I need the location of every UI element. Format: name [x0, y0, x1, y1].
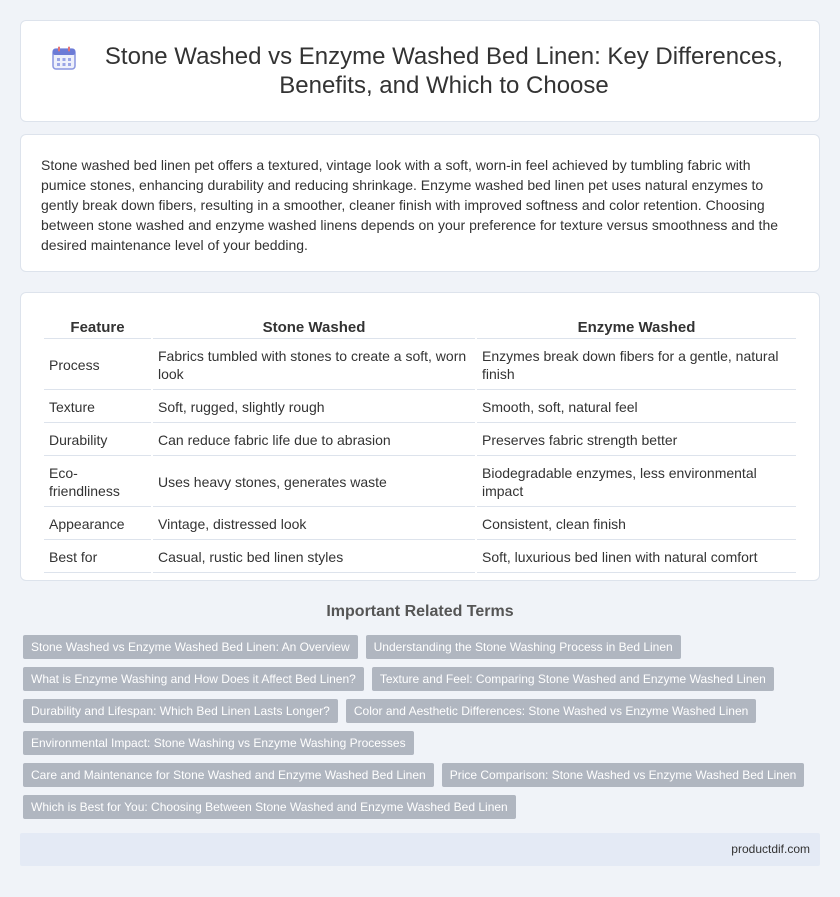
related-terms-list [23, 635, 803, 827]
header-stone-washed: Stone Washed [153, 313, 475, 339]
cell-enzyme: Soft, luxurious bed linen with natural comfort [477, 542, 796, 573]
comparison-table-card [20, 292, 820, 581]
footer-site-name: productdif.com [731, 842, 810, 856]
related-terms-title: Important Related Terms [326, 603, 514, 620]
page-title: Stone Washed vs Enzyme Washed Bed Linen: Key Differences, Benefits, and Which to Choose [104, 43, 784, 99]
tag-row [23, 763, 803, 787]
header-enzyme-washed: Enzyme Washed [477, 313, 796, 339]
tag-row [23, 731, 803, 755]
footer [20, 833, 820, 866]
cell-stone: Vintage, distressed look [153, 509, 475, 540]
table-row [44, 341, 796, 390]
comparison-table [42, 311, 798, 575]
tag-row [23, 635, 803, 659]
cell-stone: Fabrics tumbled with stones to create a soft, worn look [153, 341, 475, 390]
cell-stone: Casual, rustic bed linen styles [153, 542, 475, 573]
header-card [20, 20, 820, 122]
cell-enzyme: Consistent, clean finish [477, 509, 796, 540]
cell-stone: Uses heavy stones, generates waste [153, 458, 475, 507]
related-term-link[interactable]: Texture and Feel: Comparing Stone Washed and Enzyme Washed Linen [372, 667, 774, 691]
header-feature: Feature [44, 313, 151, 339]
cell-feature: Eco-friendliness [44, 458, 151, 507]
related-term-link[interactable]: Environmental Impact: Stone Washing vs Enzyme Washing Processes [23, 731, 414, 755]
table-header-row [44, 313, 796, 339]
table-row [44, 542, 796, 573]
calendar-icon [51, 45, 77, 71]
related-term-link[interactable]: Stone Washed vs Enzyme Washed Bed Linen: An Overview [23, 635, 358, 659]
related-term-link[interactable]: What is Enzyme Washing and How Does it Affect Bed Linen? [23, 667, 364, 691]
cell-feature: Best for [44, 542, 151, 573]
cell-feature: Process [44, 341, 151, 390]
related-term-link[interactable]: Price Comparison: Stone Washed vs Enzyme Washed Bed Linen [442, 763, 805, 787]
tag-row [23, 795, 803, 819]
cell-feature: Appearance [44, 509, 151, 540]
table-row [44, 392, 796, 423]
related-term-link[interactable]: Color and Aesthetic Differences: Stone Washed vs Enzyme Washed Linen [346, 699, 756, 723]
cell-enzyme: Enzymes break down fibers for a gentle, natural finish [477, 341, 796, 390]
related-term-link[interactable]: Durability and Lifespan: Which Bed Linen Lasts Longer? [23, 699, 338, 723]
tag-row [23, 699, 803, 723]
related-term-link[interactable]: Care and Maintenance for Stone Washed and Enzyme Washed Bed Linen [23, 763, 434, 787]
intro-card [20, 134, 820, 272]
cell-stone: Can reduce fabric life due to abrasion [153, 425, 475, 456]
intro-paragraph: Stone washed bed linen pet offers a textured, vintage look with a soft, worn-in feel achieved by tumbling fabric with pumice stones, enhancing durability and reducing shrinkage. Enzyme washed bed linen pet uses natural enzymes to gently break down fibers, resulting in a smoother, cleaner finish with improved softness and color retention. Choosing between stone washed and enzyme washed linens depends on your preference for texture versus smoothness and the desired maintenance level of your bedding. [41, 157, 779, 253]
cell-enzyme: Smooth, soft, natural feel [477, 392, 796, 423]
related-term-link[interactable]: Understanding the Stone Washing Process in Bed Linen [366, 635, 681, 659]
table-row [44, 425, 796, 456]
cell-stone: Soft, rugged, slightly rough [153, 392, 475, 423]
table-row [44, 458, 796, 507]
cell-feature: Durability [44, 425, 151, 456]
related-term-link[interactable]: Which is Best for You: Choosing Between Stone Washed and Enzyme Washed Bed Linen [23, 795, 516, 819]
cell-feature: Texture [44, 392, 151, 423]
cell-enzyme: Biodegradable enzymes, less environmental impact [477, 458, 796, 507]
tag-row [23, 667, 803, 691]
cell-enzyme: Preserves fabric strength better [477, 425, 796, 456]
table-row [44, 509, 796, 540]
